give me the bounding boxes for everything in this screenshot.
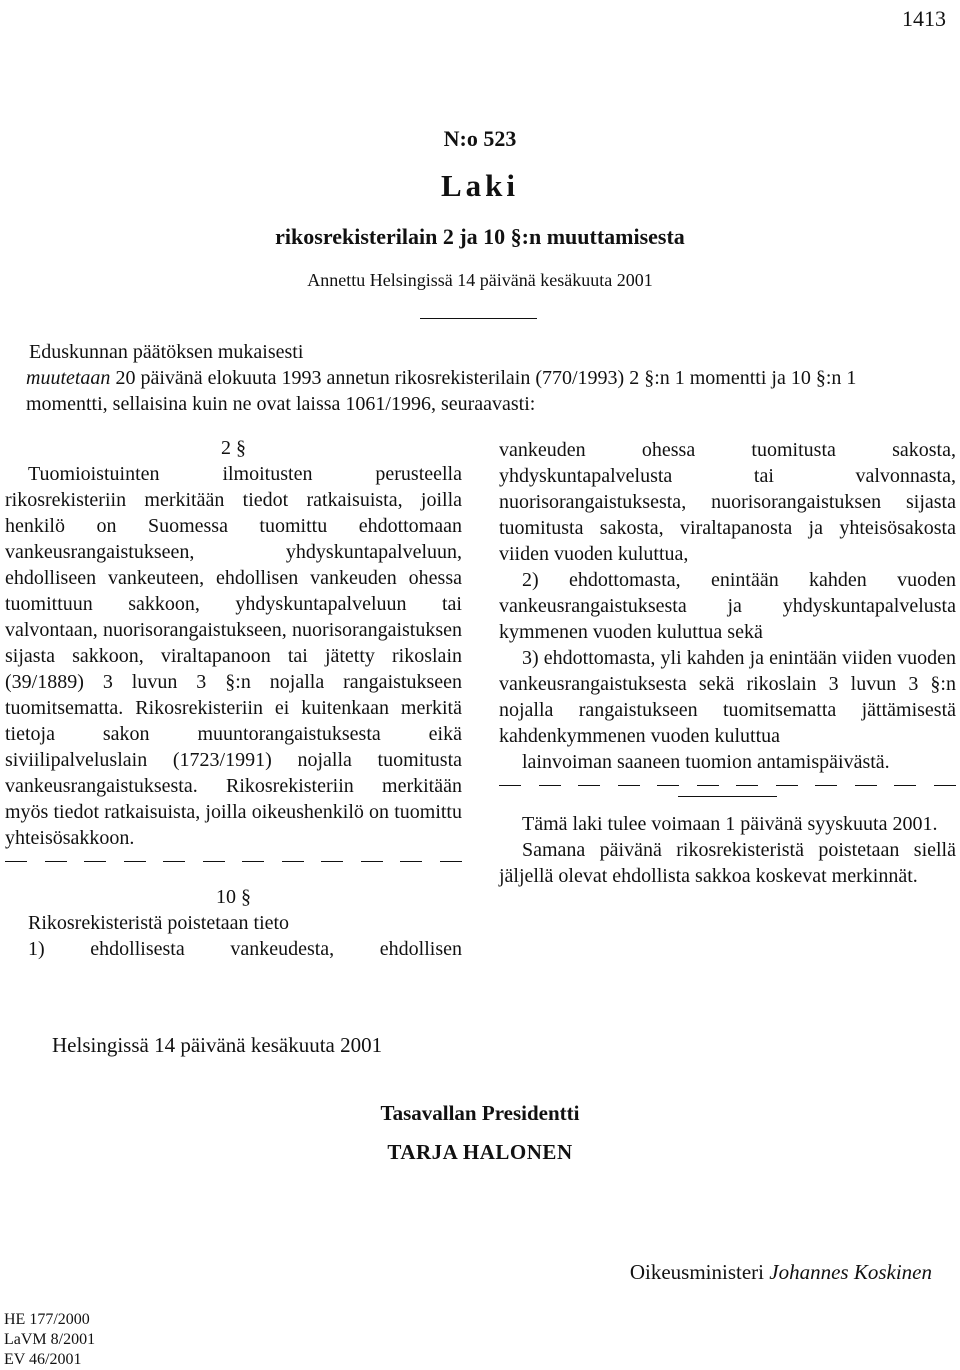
section-10-item-1: 1) ehdollisesta vankeudesta, ehdollisen [28, 938, 462, 960]
closing-divider [678, 796, 777, 797]
transition-provision: Samana päivänä rikosrekisteristä poistetaan siellä jäljellä olevat ehdollista sakkoa koskevat merkinnät. [499, 839, 956, 887]
president-name: TARJA HALONEN [387, 1140, 573, 1164]
entry-into-force: Tämä laki tulee voimaan 1 päivänä syyskuuta 2001. [522, 813, 938, 835]
enacting-line: Eduskunnan päätöksen mukaisesti [29, 341, 304, 363]
item-1-continuation: vankeuden ohessa tuomitusta sakosta, yhdyskuntapalvelusta tai valvonnasta, nuorisorangaistuksesta, nuorisorangaistuksen sijasta tuomitusta sakosta, viraltapanosta ja yhteisösakosta viiden vuoden kuluttua, [499, 439, 956, 565]
statute-number: N:o 523 [443, 126, 517, 151]
place-and-date: Helsingissä 14 päivänä kesäkuuta 2001 [52, 1033, 383, 1057]
item-3-tail: lainvoiman saaneen tuomion antamispäivästä. [522, 751, 890, 773]
reference-item: EV 46/2001 [4, 1351, 82, 1368]
left-column [5, 435, 462, 962]
right-column [499, 437, 956, 889]
section-2-text: Tuomioistuinten ilmoitusten perusteella rikosrekisteriin merkitään tiedot ratkaisuista, joilla henkilö on Suomessa tuomittu ehdottomaan vankeusrangaistukseen, yhdyskuntapalveluun, ehdolliseen vankeuteen, ehdollisen vankeuden ohessa tuomittuun sakkoon, yhdyskuntapalveluun tai valvontaan, nuorisorangaistukseen, nuorisorangaistuksen sijasta sakkoon, viraltapanoon tai jätetty rikoslain (39/1889) 3 luvun 3 §:n nojalla rangaistukseen tuomitsematta. Rikosrekisteriin ei kuitenkaan merkitä tietoja sakon muuntorangaistuksesta eikä siviilipalveluslain (1723/1991) nojalla tuomitusta vankeusrangaistuksesta. Rikosrekisteriin merkitään myös tiedot ratkaisuista, joilla oikeushenkilö on tuomittu yhteisösakkoon. [5, 463, 462, 849]
omission-dashes [499, 775, 956, 790]
minister-name: Johannes Koskinen [769, 1260, 932, 1284]
reference-item: LaVM 8/2001 [4, 1331, 96, 1348]
amendment-verb: muutetaan [26, 367, 111, 389]
section-10-heading: 10 § [216, 886, 251, 908]
section-2-heading: 2 § [221, 437, 246, 459]
document-title: rikosrekisterilain 2 ja 10 §:n muuttamisesta [275, 224, 685, 249]
president-title: Tasavallan Presidentti [380, 1101, 580, 1125]
omission-dashes [5, 851, 462, 866]
item-3: 3) ehdottomasta, yli kahden ja enintään viiden vuoden vankeusrangaistuksesta sekä rikoslain 3 luvun 3 §:n nojalla rangaistukseen tuomitsematta jättämisestä kahdenkymmenen vuoden kuluttua [499, 647, 956, 747]
reference-item: HE 177/2000 [4, 1311, 90, 1328]
given-date: Annettu Helsingissä 14 päivänä kesäkuuta 2001 [307, 270, 653, 290]
minister-title: Oikeusministeri [629, 1260, 770, 1284]
header-divider [420, 318, 537, 319]
item-2: 2) ehdottomasta, enintään kahden vuoden vankeusrangaistuksesta ja yhdyskuntapalvelusta kymmenen vuoden kuluttua sekä [499, 569, 956, 643]
legislative-references [4, 1310, 95, 1370]
amendment-clause [26, 365, 936, 417]
minister-signature [630, 1260, 932, 1285]
enacting-clause [26, 339, 936, 417]
section-10-intro: Rikosrekisteristä poistetaan tieto [28, 912, 290, 934]
amendment-text: 20 päivänä elokuuta 1993 annetun rikosrekisterilain (770/1993) 2 §:n 1 momentti ja 10 §:n 1 momentti, sellaisina kuin ne ovat laissa 1061/1996, seuraavasti: [26, 367, 857, 415]
document-type: Laki [440, 168, 520, 203]
page-number: 1413 [902, 6, 946, 31]
